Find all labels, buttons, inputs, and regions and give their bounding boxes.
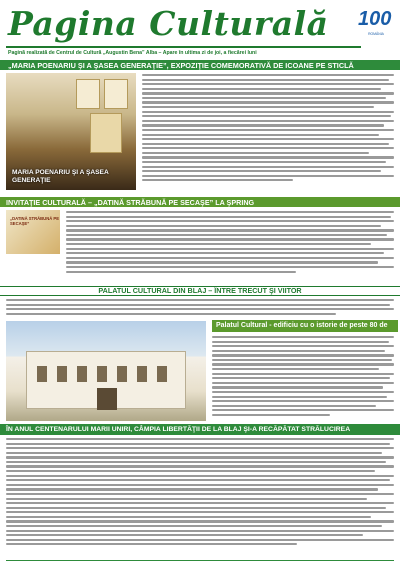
icon-card — [104, 79, 128, 109]
icon-card — [76, 79, 100, 109]
icon-card — [90, 113, 122, 153]
section-headline-palat: PALATUL CULTURAL DIN BLAJ – ÎNTRE TRECUT ŞI VIITOR — [0, 286, 400, 296]
palat-article-text — [212, 336, 394, 420]
book-cover-title: „DATINĂ STRĂBUNĂ PE SECAŞE” — [10, 216, 60, 226]
masthead-tagline: Pagină realizată de Centrul de Cultură „Augustin Bena” Alba – Apare în ultima zi de joi, a fiecărei luni — [8, 50, 257, 56]
section-subheadline-palat: Palatul Cultural - edificiu cu o istorie de peste 80 de — [212, 320, 398, 332]
palace-building — [26, 351, 186, 409]
footer-rule — [6, 560, 394, 561]
centenar-article-text — [6, 438, 394, 558]
centenary-sub: ROMÂNIA — [368, 32, 384, 36]
section-headline-centenar: ÎN ANUL CENTENARULUI MARII UNIRI, CÂMPIA LIBERTĂŢII DE LA BLAJ ŞI-A RECĂPĂTAT STRĂLUCIREA — [0, 424, 400, 435]
palat-intro-text — [6, 299, 394, 319]
photo-caption: MARIA POENARIU ŞI A ŞASEA GENERAŢIE — [12, 169, 109, 184]
icons-article-text — [142, 74, 394, 192]
section-headline-icons: „MARIA POENARIU ŞI A ŞASEA GENERAŢIE”, EXPOZIŢIE COMEMORATIVĂ DE ICOANE PE STICLĂ — [0, 60, 400, 70]
icons-exhibit-photo — [6, 73, 136, 190]
centenary-number: 100 — [358, 8, 392, 30]
palace-photo — [6, 321, 206, 421]
centenary-logo — [356, 6, 396, 46]
title-rule — [6, 46, 361, 48]
section-headline-invitatie: INVITAŢIE CULTURALĂ – „DATINĂ STRĂBUNĂ PE SECAŞE” LA ŞPRING — [0, 197, 400, 207]
book-cover-image — [6, 210, 60, 254]
invitatie-article-text — [66, 211, 394, 281]
newspaper-title: Pagina Culturală — [8, 4, 329, 43]
